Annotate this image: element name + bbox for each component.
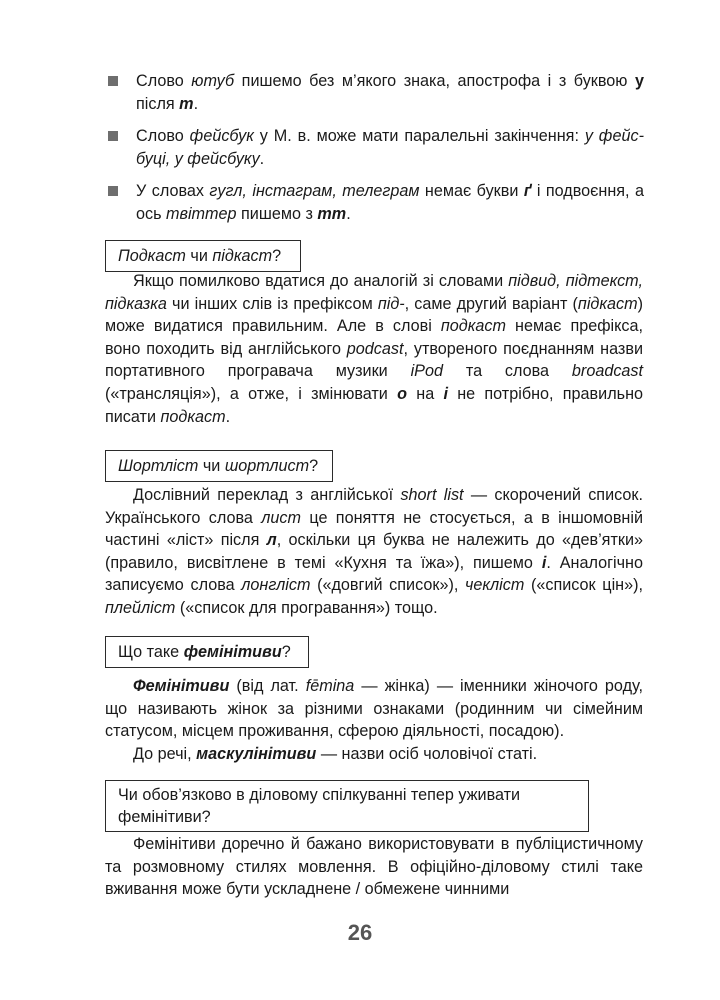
square-bullet-icon [108, 76, 118, 86]
bullet-item: У словах гугл, інстаграм, телеграм немає букви ґ і подвоєння, а ось твіттер пишемо з тт. [104, 180, 644, 225]
page-number: 26 [347, 920, 373, 945]
bullet-item: Слово фейсбук у М. в. може мати паралельні закінчення: у фейсбуці, у фейсбуку. [104, 125, 644, 170]
paragraph-shortlist: Дослівний переклад з англійської short list — скорочений список. Українського слова лист це поняття не стосується, а в іншомовній частині «ліст» після л, оскільки ця буква не належить до «дев’ятки» (правило, висвітлене в темі «Кухня та їжа»), пишемо і. Аналогічно записуємо слова лонгліст («довгий список»), чекліст («список цін»), плейліст («список для програвання») тощо. [105, 486, 643, 617]
square-bullet-icon [108, 131, 118, 141]
question-box-official-usage: Чи обов’язково в діловому спілкуванні тепер уживати фемінітиви? [105, 780, 589, 832]
question-box-podcast: Подкаст чи підкаст? [105, 240, 301, 272]
paragraph-official-usage: Фемінітиви доречно й бажано використовувати в публіцистичному та розмовному стилях мовлення. В офіційно-діловому стилі таке вживання може бути ускладнене / обмежене чинними [105, 835, 643, 899]
paragraph-podcast: Якщо помилково вдатися до аналогій зі словами підвид, підтекст, підказка чи інших слів із префіксом під-, саме другий варіант (підкаст) може видатися правильним. Але в слові подкаст немає префікса, воно походить від англійського podcast, утвореного поєднанням назви портативного програвача музики iPod та слова broadcast («трансляція»), а отже, і змінювати о на і не потрібно, правильно писати подкаст. [105, 272, 644, 426]
bullet-list [104, 70, 644, 235]
bullet-item: Слово ютуб пишемо без м’якого знака, апострофа і з буквою у після т. [104, 70, 644, 115]
square-bullet-icon [108, 186, 118, 196]
paragraph-feminitives: Фемінітиви (від лат. fēmina — жінка) — іменники жіночого роду, що називають жінок за різними ознаками (родинним чи сімейним статусом, місцем проживання, сферою діяльності, посадою). До речі, маскулінітиви — назви осіб чоловічої статі. [105, 677, 643, 763]
question-box-shortlist: Шортліст чи шортлист? [105, 450, 333, 482]
question-box-feminitives: Що таке фемінітиви? [105, 636, 309, 668]
